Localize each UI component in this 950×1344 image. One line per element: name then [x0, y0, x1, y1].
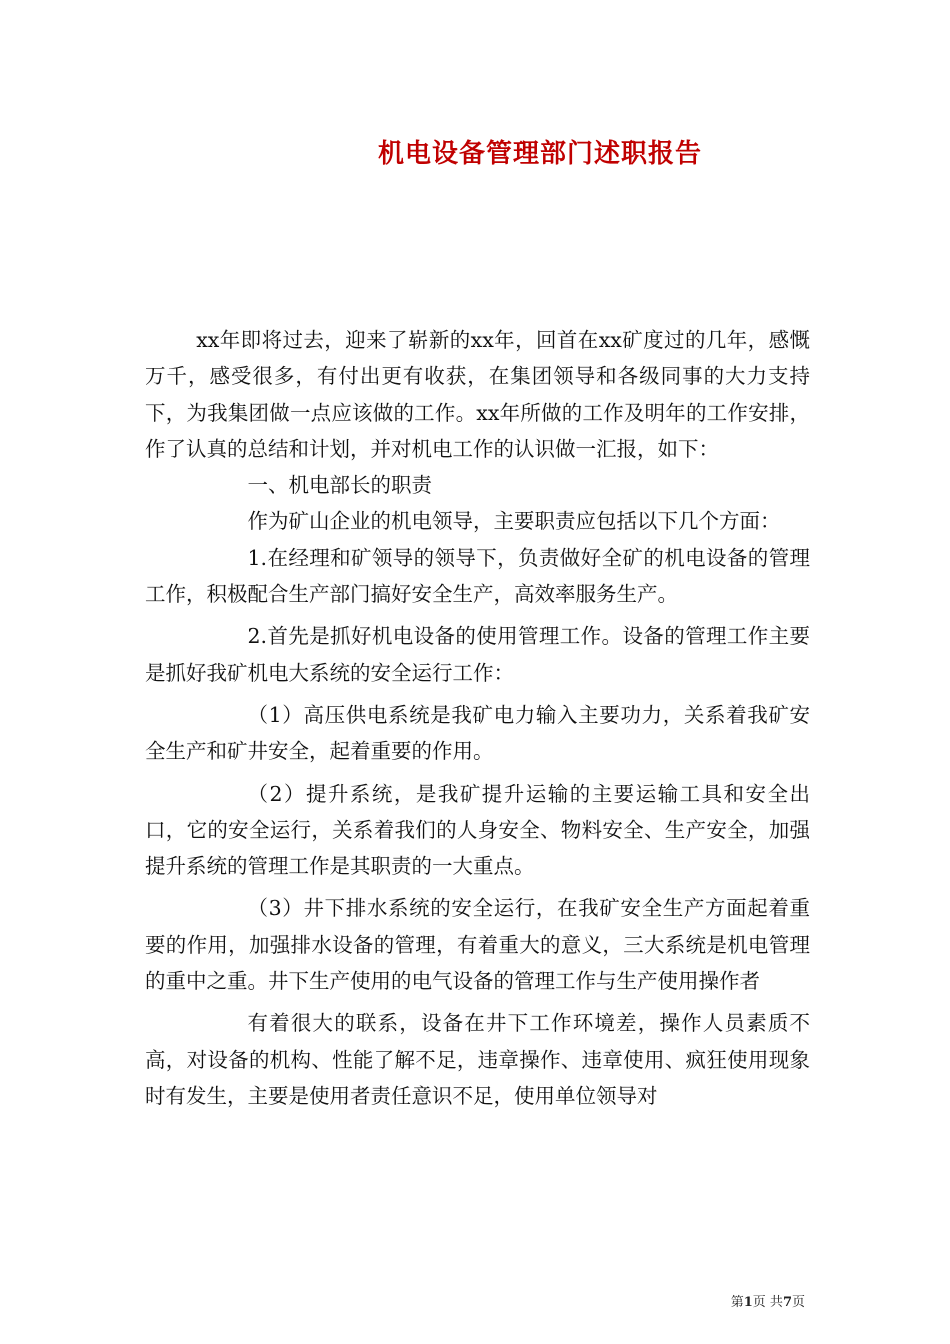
paragraph-subitem-2: （2）提升系统，是我矿提升运输的主要运输工具和安全出口，它的安全运行，关系着我们的人身安全、物料安全、生产安全，加强提升系统的管理工作是其职责的一大重点。 — [145, 781, 810, 879]
document-title: 机电设备管理部门述职报告 — [377, 139, 702, 169]
paragraph-duties-intro: 作为矿山企业的机电领导，主要职责应包括以下几个方面： — [247, 509, 781, 534]
paragraph-intro: xx年即将过去，迎来了崭新的xx年，回首在xx矿度过的几年，感慨万千，感受很多，有付出更有收获，在集团领导和各级同事的大力支持下，为我集团做一点应该做的工作。xx年所做的工作及明年的工作安排，作了认真的总结和计划，并对机电工作的认识做一汇报，如下： — [145, 328, 810, 461]
footer-middle: 页 共 — [752, 1295, 783, 1310]
footer-current-page: 1 — [743, 1295, 753, 1310]
section-heading: 一、机电部长的职责 — [247, 473, 432, 498]
footer-suffix: 页 — [791, 1295, 805, 1310]
paragraph-subitem-1: （1）高压供电系统是我矿电力输入主要功力，关系着我矿安全生产和矿井安全，起着重要的作用。 — [145, 702, 810, 764]
paragraph-subitem-3: （3）井下排水系统的安全运行，在我矿安全生产方面起着重要的作用，加强排水设备的管理，有着重大的意义，三大系统是机电管理的重中之重。井下生产使用的电气设备的管理工作与生产使用操作者 — [145, 896, 810, 994]
document-body — [145, 322, 810, 1114]
footer-prefix: 第 — [730, 1295, 744, 1310]
footer-total-pages: 7 — [782, 1295, 792, 1310]
paragraph-item-1: 1.在经理和矿领导的领导下，负责做好全矿的机电设备的管理工作，积极配合生产部门搞好安全生产，高效率服务生产。 — [145, 545, 810, 607]
paragraph-continuation: 有着很大的联系，设备在井下工作环境差，操作人员素质不高，对设备的机构、性能了解不足，违章操作、违章使用、疯狂使用现象时有发生，主要是使用者责任意识不足，使用单位领导对 — [145, 1011, 810, 1108]
paragraph-item-2: 2.首先是抓好机电设备的使用管理工作。设备的管理工作主要是抓好我矿机电大系统的安全运行工作： — [145, 624, 810, 685]
page-number-footer — [0, 1291, 805, 1310]
